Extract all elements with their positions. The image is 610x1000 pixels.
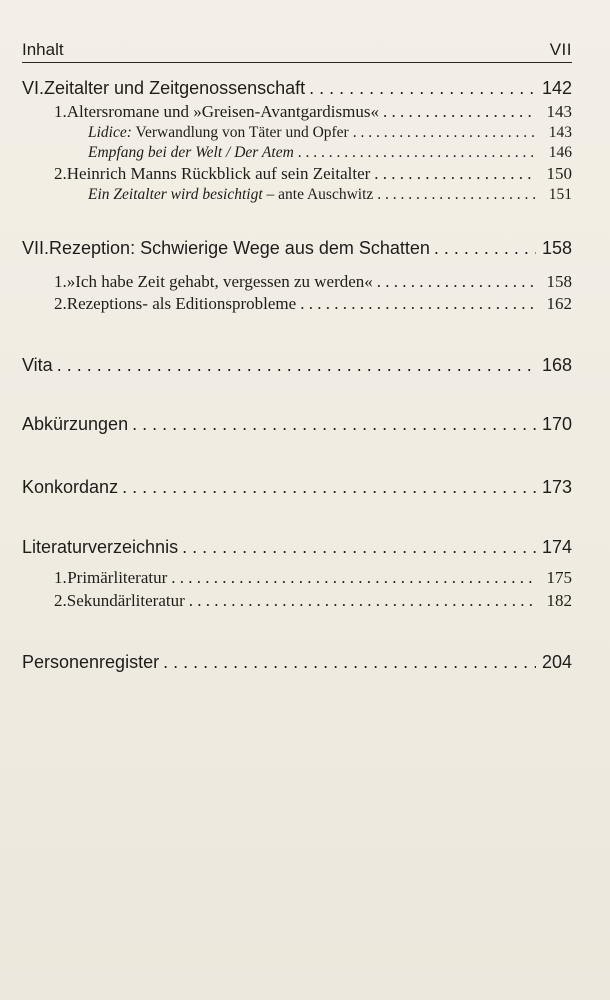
toc-entry-sekundaerliteratur[interactable] [22,591,572,611]
dot-leader [171,568,536,588]
toc-entry-page: 170 [542,414,573,434]
toc-entry-title: Empfang bei der Welt / Der Atem [88,144,294,161]
header-page-number: VII [549,40,572,59]
toc-entry-title-italic: Ein Zeitalter wird besichtigt [88,186,263,203]
toc-entry-title-rest: – ante Auschwitz [262,186,374,203]
toc-entry-konkordanz[interactable] [22,477,572,498]
toc-entry-abkuerzungen[interactable] [22,414,572,435]
toc-entry-chapter-vi[interactable] [22,78,572,99]
toc-entry-page: 174 [542,537,573,557]
toc-entry-title: Primärliteratur [67,568,168,587]
dot-leader [377,272,536,292]
toc-entry-title [88,124,349,142]
toc-entry-page: 162 [546,294,572,313]
toc-entry-number: VII. [22,238,50,258]
toc-entry-title: Vita [22,355,53,375]
dot-leader [57,355,536,376]
toc-entry-lidice[interactable] [22,124,572,142]
dot-leader [182,537,536,558]
toc-entry-vii-1[interactable] [22,272,572,292]
header-section-title: Inhalt [22,40,64,59]
dot-leader [132,414,536,435]
toc-entry-title: Literaturverzeichnis [22,537,179,557]
dot-leader [374,164,536,184]
dot-leader [377,186,536,204]
toc-entry-number: 1. [54,568,67,587]
toc-entry-page: 173 [542,477,573,497]
toc-entry-vii-2[interactable] [22,294,572,314]
dot-leader [434,238,536,259]
toc-entry-page: 175 [546,568,572,587]
toc-entry-title: Sekundärliteratur [66,591,185,610]
toc-entry-title: »Ich habe Zeit gehabt, vergessen zu werden« [66,272,373,291]
toc-entry-empfang[interactable] [22,144,572,162]
dot-leader [298,144,536,162]
dot-leader [163,652,536,673]
toc-entry-page: 143 [548,124,572,141]
toc-entry-title: Rezeptions- als Editionsprobleme [66,294,297,313]
toc-entry-page: 150 [546,164,572,183]
toc-entry-page: 151 [548,186,572,203]
dot-leader [309,78,536,99]
toc-entry-chapter-vii[interactable] [22,238,572,259]
running-header [22,36,572,63]
toc-entry-title: Konkordanz [22,477,119,497]
toc-entry-number: 2. [54,164,67,183]
dot-leader [300,294,536,314]
toc-entry-vi-2[interactable] [22,164,572,184]
toc-entry-number: 1. [54,102,67,121]
dot-leader [353,124,536,142]
dot-leader [122,477,536,498]
dot-leader [189,591,536,611]
toc-entry-title: Zeitalter und Zeitgenossenschaft [44,78,306,98]
toc-entry-title: Rezeption: Schwierige Wege aus dem Schatten [49,238,430,258]
toc-entry-number: 2. [54,294,67,313]
toc-entry-page: 158 [546,272,572,291]
toc-entry-vi-1[interactable] [22,102,572,122]
toc-entry-number: 1. [54,272,67,291]
dot-leader [383,102,536,122]
toc-entry-page: 146 [548,144,572,161]
toc-entry-title-rest: Verwandlung von Täter und Opfer [131,124,349,141]
toc-entry-literaturverzeichnis[interactable] [22,537,572,558]
toc-entry-zeitalter-besichtigt[interactable] [22,186,572,204]
toc-entry-page: 158 [542,238,573,258]
toc-entry-number: VI. [22,78,45,98]
toc-entry-page: 143 [546,102,572,121]
toc-entry-page: 142 [542,78,573,98]
toc-entry-vita[interactable] [22,355,572,376]
toc-entry-title: Abkürzungen [22,414,129,434]
toc-entry-title: Altersromane und »Greisen-Avantgardismus« [66,102,379,121]
toc-entry-title [88,186,373,204]
toc-entry-title: Heinrich Manns Rückblick auf sein Zeitalter [66,164,371,183]
toc-entry-page: 182 [546,591,572,610]
toc-entry-title: Personenregister [22,652,160,672]
toc-entry-title-italic: Lidice: [88,124,132,141]
toc-entry-primaerliteratur[interactable] [22,568,572,588]
toc-entry-page: 168 [542,355,573,375]
toc-entry-number: 2. [54,591,67,610]
toc-entry-personenregister[interactable] [22,652,572,673]
toc-entry-page: 204 [542,652,573,672]
